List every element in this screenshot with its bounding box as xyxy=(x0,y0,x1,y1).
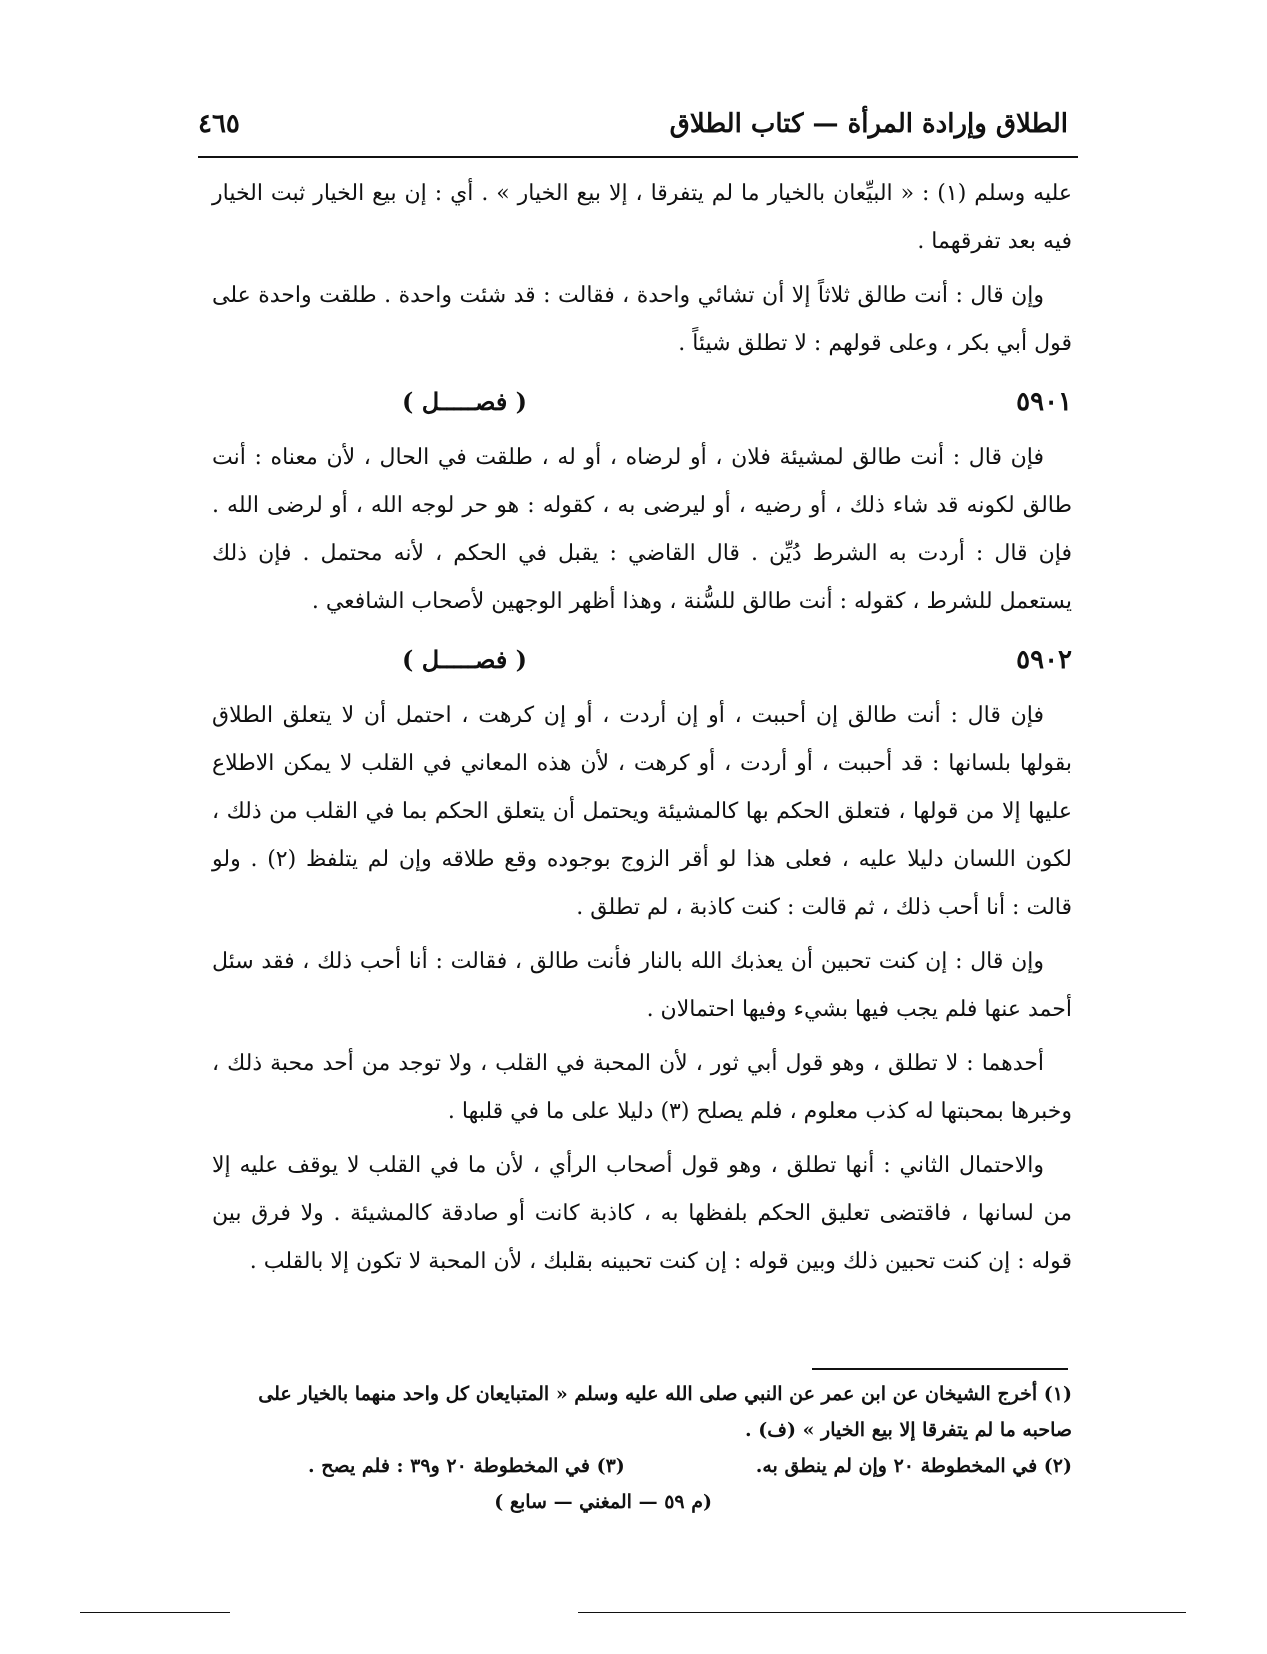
section-title: ( فصـــــل ) xyxy=(402,387,528,416)
bottom-rule-left xyxy=(80,1612,230,1613)
bottom-rule-right xyxy=(578,1612,1186,1613)
footnote-1: (١) أخرج الشيخان عن ابن عمر عن النبي صلى الله عليه وسلم « المتبايعان كل واحد منهما بالخيار على صاحبه ما لم يتفرقا إلا بيع الخيار » (ف) . xyxy=(258,1383,1072,1441)
footnote-row xyxy=(212,1448,1072,1484)
running-title: الطلاق وإرادة المرأة — كتاب الطلاق xyxy=(669,109,1068,139)
footnotes xyxy=(212,1376,1072,1520)
footnote-3: (٣) في المخطوطة ٢٠ و٣٩ : فلم يصح . xyxy=(308,1455,625,1477)
paragraph-6: أحدهما : لا تطلق ، وهو قول أبي ثور ، لأن المحبة في القلب ، ولا توجد من أحد محبة ذلك ، وخبرها بمحبتها له كذب معلوم ، فلم يصلح (٣) دليلا على ما في قلبها . xyxy=(212,1051,1072,1124)
section-heading-5902 xyxy=(212,632,1072,688)
page-header xyxy=(198,104,1068,144)
paragraph-5: وإن قال : إن كنت تحبين أن يعذبك الله بالنار فأنت طالق ، فقالت : أنا أحب ذلك ، فقد سئل أحمد عنها فلم يجب فيها بشيء وفيها احتمالان . xyxy=(212,949,1072,1022)
section-title: ( فصـــــل ) xyxy=(402,645,528,674)
volume-signature: (م ٥٩ — المغني — سابع ) xyxy=(494,1491,712,1513)
header-divider xyxy=(198,156,1078,158)
paragraph-7: والاحتمال الثاني : أنها تطلق ، وهو قول أصحاب الرأي ، لأن ما في القلب لا يوقف عليه إلا من لسانها ، فاقتضى تعليق الحكم بلفظها به ، كاذبة كانت أو صادقة كالمشيئة . ولا فرق بين قوله : إن كنت تحبين ذلك وبين قوله : إن كنت تحبينه بقلبك ، لأن المحبة لا تكون إلا بالقلب . xyxy=(212,1153,1072,1274)
main-text xyxy=(212,170,1072,1292)
paragraph-3: فإن قال : أنت طالق لمشيئة فلان ، أو لرضاه ، أو له ، طلقت في الحال ، لأن معناه : أنت طالق لكونه قد شاء ذلك ، أو رضيه ، أو ليرضى به ، كقوله : هو حر لوجه الله ، أو لرضى الله . فإن قال : أردت به الشرط دُيِّن . قال القاضي : يقبل في الحكم ، لأنه محتمل . فإن ذلك يستعمل للشرط ، كقوله : أنت طالق للسُّنة ، وهذا أظهر الوجهين لأصحاب الشافعي . xyxy=(212,445,1072,614)
section-number: ٥٩٠٢ xyxy=(1016,645,1072,675)
paragraph-4: فإن قال : أنت طالق إن أحببت ، أو إن أردت ، أو إن كرهت ، احتمل أن لا يتعلق الطلاق بقولها بلسانها : قد أحببت ، أو أردت ، أو كرهت ، لأن هذه المعاني في القلب لا يمكن الاطلاع عليها إلا من قولها ، فتعلق الحكم بها كالمشيئة ويحتمل أن يتعلق الحكم بما في القلب من ذلك ، لكون اللسان دليلا عليه ، فعلى هذا لو أقر الزوج بوجوده وقع طلاقه وإن لم يتلفظ (٢) . ولو قالت : أنا أحب ذلك ، ثم قالت : كنت كاذبة ، لم تطلق . xyxy=(212,703,1072,920)
section-heading-5901 xyxy=(212,374,1072,430)
paragraph-1: عليه وسلم (١) : « البيِّعان بالخيار ما لم يتفرقا ، إلا بيع الخيار » . أي : إن بيع الخيار ثبت الخيار فيه بعد تفرقهما . xyxy=(212,181,1072,254)
paragraph-2: وإن قال : أنت طالق ثلاثاً إلا أن تشائي واحدة ، فقالت : قد شئت واحدة . طلقت واحدة على قول أبي بكر ، وعلى قولهم : لا تطلق شيئاً . xyxy=(212,283,1072,356)
footnote-divider xyxy=(812,1368,1068,1370)
footnote-2: (٢) في المخطوطة ٢٠ وإن لم ينطق به. xyxy=(755,1455,1072,1477)
page-number: ٤٦٥ xyxy=(198,109,240,139)
section-number: ٥٩٠١ xyxy=(1016,387,1072,417)
